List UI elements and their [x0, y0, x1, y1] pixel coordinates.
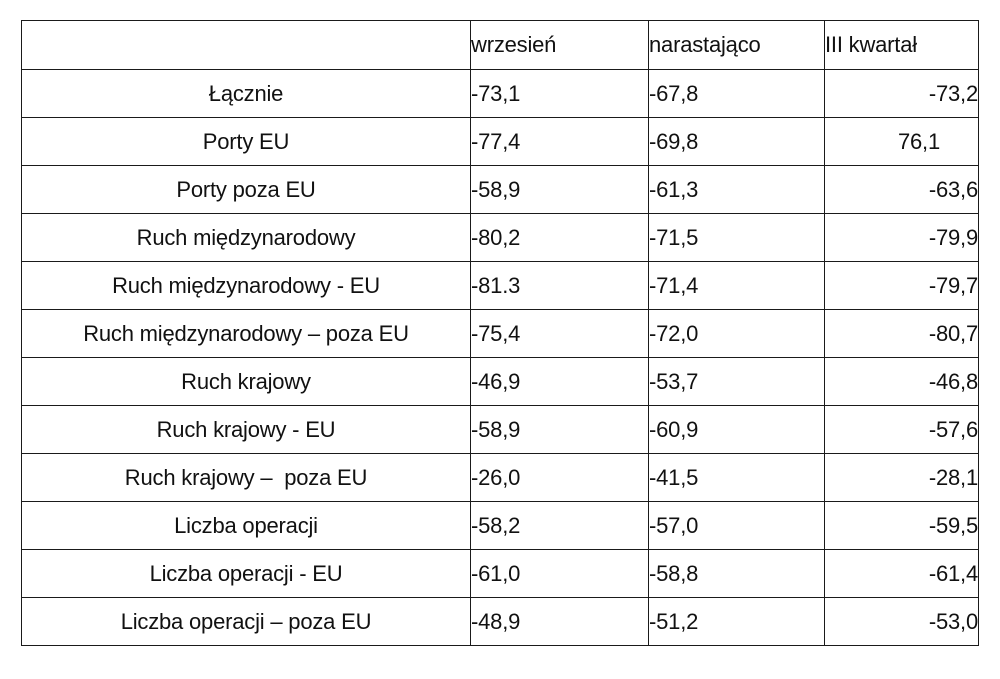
cell-narastajaco: -72,0: [649, 310, 825, 358]
statistics-table: [21, 20, 979, 646]
cell-kwartal: -53,0: [825, 598, 979, 646]
cell-kwartal: -61,4: [825, 550, 979, 598]
cell-narastajaco: -57,0: [649, 502, 825, 550]
cell-narastajaco: -58,8: [649, 550, 825, 598]
table-row: [22, 454, 979, 502]
table-row: [22, 214, 979, 262]
cell-kwartal: -46,8: [825, 358, 979, 406]
row-label: Liczba operacji – poza EU: [22, 598, 471, 646]
table-row: [22, 406, 979, 454]
row-label: Ruch międzynarodowy - EU: [22, 262, 471, 310]
cell-wrzesien: -46,9: [471, 358, 649, 406]
table-row: [22, 118, 979, 166]
cell-narastajaco: -60,9: [649, 406, 825, 454]
cell-kwartal: -28,1: [825, 454, 979, 502]
cell-wrzesien: -61,0: [471, 550, 649, 598]
table-row: [22, 166, 979, 214]
cell-kwartal: -63,6: [825, 166, 979, 214]
cell-kwartal: 76,1: [825, 118, 979, 166]
row-label: Ruch międzynarodowy – poza EU: [22, 310, 471, 358]
table-header-row: [22, 21, 979, 70]
cell-narastajaco: -71,4: [649, 262, 825, 310]
column-header-wrzesien: wrzesień: [471, 21, 649, 70]
row-label: Ruch krajowy - EU: [22, 406, 471, 454]
cell-narastajaco: -69,8: [649, 118, 825, 166]
row-label: Ruch krajowy: [22, 358, 471, 406]
cell-narastajaco: -71,5: [649, 214, 825, 262]
cell-wrzesien: -58,2: [471, 502, 649, 550]
table-row: [22, 358, 979, 406]
row-label: Liczba operacji - EU: [22, 550, 471, 598]
cell-kwartal: -79,7: [825, 262, 979, 310]
cell-wrzesien: -77,4: [471, 118, 649, 166]
cell-wrzesien: -80,2: [471, 214, 649, 262]
cell-narastajaco: -53,7: [649, 358, 825, 406]
cell-wrzesien: -81.3: [471, 262, 649, 310]
table-row: [22, 502, 979, 550]
row-label: Liczba operacji: [22, 502, 471, 550]
column-header-kwartal: III kwartał: [825, 21, 979, 70]
cell-narastajaco: -61,3: [649, 166, 825, 214]
table-row: [22, 598, 979, 646]
cell-wrzesien: -48,9: [471, 598, 649, 646]
row-label: Ruch krajowy – poza EU: [22, 454, 471, 502]
cell-wrzesien: -26,0: [471, 454, 649, 502]
cell-narastajaco: -67,8: [649, 70, 825, 118]
table-row: [22, 310, 979, 358]
cell-wrzesien: -73,1: [471, 70, 649, 118]
cell-kwartal: -59,5: [825, 502, 979, 550]
cell-kwartal: -57,6: [825, 406, 979, 454]
cell-kwartal: -80,7: [825, 310, 979, 358]
table-row: [22, 70, 979, 118]
cell-wrzesien: -58,9: [471, 406, 649, 454]
cell-narastajaco: -51,2: [649, 598, 825, 646]
row-label: Łącznie: [22, 70, 471, 118]
cell-wrzesien: -58,9: [471, 166, 649, 214]
column-header-narastajaco: narastająco: [649, 21, 825, 70]
cell-kwartal: -73,2: [825, 70, 979, 118]
header-blank-cell: [22, 21, 471, 70]
table-row: [22, 262, 979, 310]
cell-narastajaco: -41,5: [649, 454, 825, 502]
cell-wrzesien: -75,4: [471, 310, 649, 358]
cell-kwartal: -79,9: [825, 214, 979, 262]
table-row: [22, 550, 979, 598]
row-label: Porty poza EU: [22, 166, 471, 214]
row-label: Ruch międzynarodowy: [22, 214, 471, 262]
row-label: Porty EU: [22, 118, 471, 166]
